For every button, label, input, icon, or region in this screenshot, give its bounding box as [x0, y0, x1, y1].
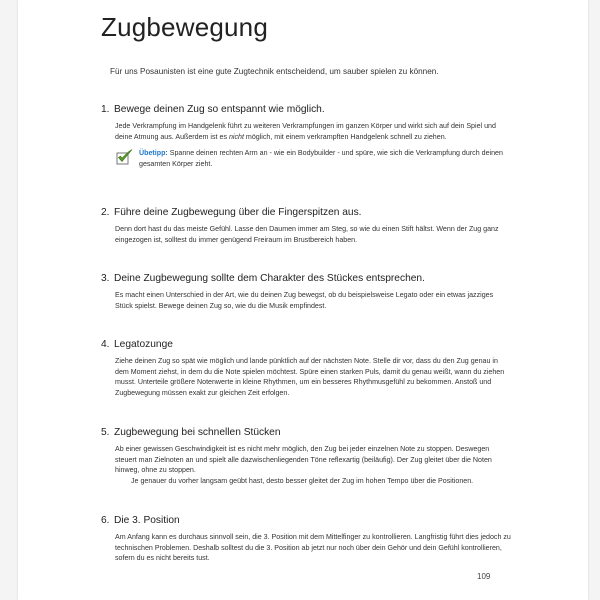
section-6-heading [101, 515, 511, 526]
section-6 [101, 515, 511, 564]
section-1-body-emphasis: nicht [228, 132, 244, 141]
section-4-body: Ziehe deinen Zug so spät wie möglich und lande pünktlich auf der nächsten Note. Stelle dir vor, dass du den Zug genau in dem Moment ziehst, in dem du die Note spielen möchtest. Spüre einen starken Puls, damit du genau weißt, wann du ziehen musst. Unterteile größere Notenwerte in kleine Rhythmen, um ein besseres Rhythmusgefühl zu bekommen. Anstoß und Zugbewegung müssen exakt zur gleichen Zeit erfolgen. [115, 357, 505, 397]
document-page [18, 0, 588, 600]
section-6-title: Die 3. Position [114, 515, 180, 526]
section-1-body-text-end: möglich, mit einem verkrampften Handgelenk schnell zu ziehen. [243, 132, 447, 141]
intro-paragraph: Für uns Posaunisten ist eine gute Zugtechnik entscheidend, um sauber spielen zu können. [110, 67, 439, 76]
section-1-number: 1. [101, 104, 110, 115]
section-4-heading [101, 339, 511, 350]
section-2-body: Denn dort hast du das meiste Gefühl. Lasse den Daumen immer am Steg, so wie du einen Stift hältst. Wenn der Zug ganz eingezogen ist, solltest du immer genügend Freiraum im Brustbereich haben. [115, 225, 499, 244]
tip-text [139, 148, 511, 169]
practice-tip [115, 148, 511, 169]
section-6-number: 6. [101, 515, 110, 526]
section-1-title: Bewege deinen Zug so entspannt wie möglich. [114, 104, 325, 115]
section-1 [101, 104, 511, 169]
section-5-body [115, 444, 511, 486]
page-title: Zugbewegung [101, 12, 268, 42]
section-3-title: Deine Zugbewegung sollte dem Charakter des Stückes entsprechen. [114, 273, 425, 284]
section-3-number: 3. [101, 273, 110, 284]
section-5-number: 5. [101, 427, 110, 438]
section-3-body: Es macht einen Unterschied in der Art, wie du deinen Zug bewegst, ob du beispielsweise Legato oder ein etwas jazziges Stück spielst. Bewege deinen Zug so, wie du die Musik empfindest. [115, 291, 494, 310]
section-4-title: Legatozunge [114, 339, 173, 350]
section-3-heading [101, 273, 511, 284]
section-2-title: Führe deine Zugbewegung über die Fingerspitzen aus. [114, 207, 362, 218]
section-1-body [115, 121, 511, 142]
section-4-number: 4. [101, 339, 110, 350]
section-5-heading [101, 427, 511, 438]
page-number: 109 [477, 572, 491, 581]
section-5-title: Zugbewegung bei schnellen Stücken [114, 427, 281, 438]
section-5-body-text: Ab einer gewissen Geschwindigkeit ist es nicht mehr möglich, den Zug bei jeder einzelnen Note zu stoppen. Deswegen steuert man Zielnoten an und spielt alle dazwischenliegenden Töne reflexartig (beiläufig). Der Zug gleitet über die Noten hinweg, ohne zu stoppen. [115, 445, 492, 475]
section-5 [101, 427, 511, 486]
section-6-body: Am Anfang kann es durchaus sinnvoll sein, die 3. Position mit dem Mittelfinger zu kontrollieren. Langfristig führt dies jedoch zu technischen Problemen. Deshalb solltest du die 3. Position ab jetzt nur noch über dein Gehör und dein Gefühl kontrollieren, sofern du es nicht bereits tust. [115, 533, 511, 563]
section-1-body-text: Jede Verkrampfung im Handgelenk führt zu weiteren Verkrampfungen im ganzen Körper und wirkt sich auf dein Spiel und deine Atmung aus. Außerdem ist es [115, 122, 496, 141]
section-3 [101, 273, 511, 311]
section-5-body-indented: Je genauer du vorher langsam geübt hast, desto besser gleitet der Zug im hohen Tempo über die Positionen. [131, 476, 474, 485]
section-2 [101, 207, 511, 245]
section-2-heading [101, 207, 511, 218]
section-2-number: 2. [101, 207, 110, 218]
tip-label: Übetipp: [139, 149, 168, 158]
tip-body: Spanne deinen rechten Arm an - wie ein Bodybuilder - und spüre, wie sich die Verkrampfung durch deinen gesamten Körper zieht. [139, 149, 503, 168]
section-4 [101, 339, 511, 398]
section-1-heading [101, 104, 511, 115]
checkmark-checkbox-icon [115, 148, 135, 166]
